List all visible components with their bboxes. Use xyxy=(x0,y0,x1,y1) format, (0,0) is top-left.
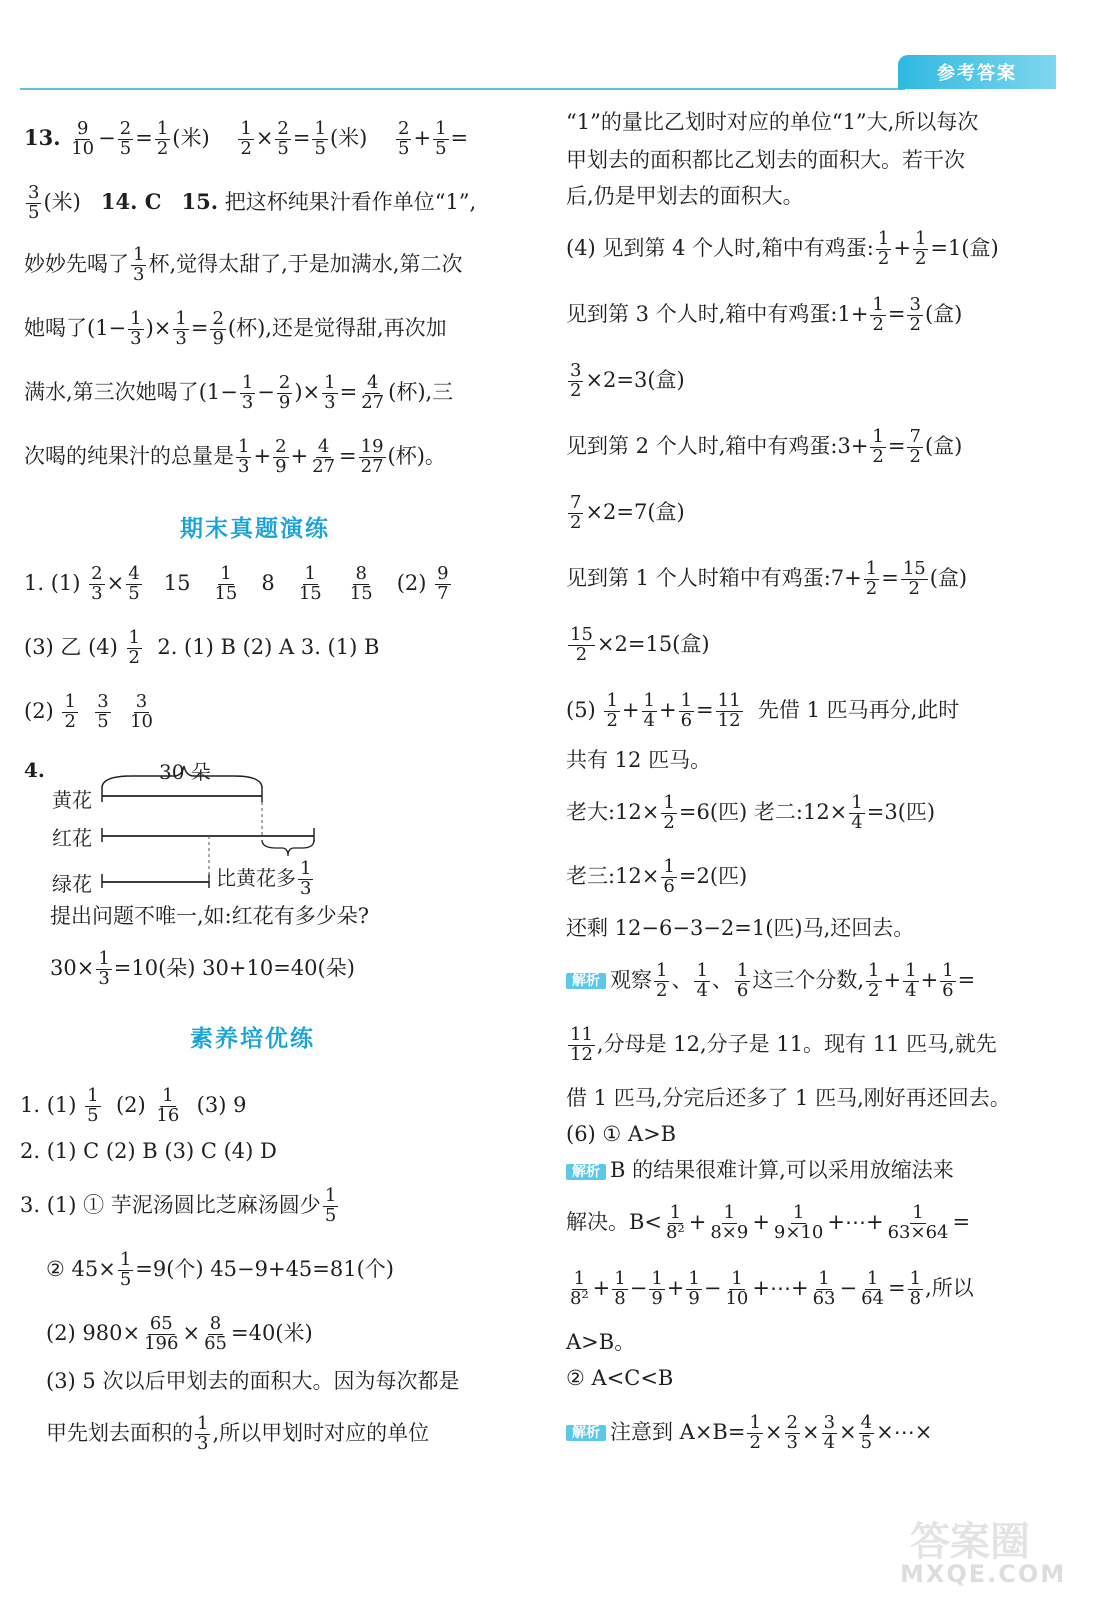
r20-line: 解析 B 的结果很难计算,可以采用放缩法来 xyxy=(566,1160,954,1181)
diagram-total-label: 30 朵 xyxy=(159,760,211,784)
r8-line: $\frac{7}{2}$ ×2=7(盒) xyxy=(570,492,685,533)
q14-line: $\frac{3}{5}$ (米) 14. C 15. 把这杯纯果汁看作单位“1”, xyxy=(28,182,477,223)
q15-line5: 满水,第三次她喝了(1− $\frac{1}{3}$ − $\frac{2}{9}$ )× $\frac{1}{3}$ = $\frac{4}{27}$ (杯),三 xyxy=(24,372,454,413)
watermark xyxy=(900,1510,1080,1590)
watermark-logo: 答案圈 xyxy=(910,1519,1030,1565)
s1-line3: (2) $\frac{1}{2}$ $\frac{3}{5}$ $\frac{3}{10}$ xyxy=(24,691,153,732)
q4-answer: 30× $\frac{1}{3}$ =10(朵) 30+10=40(朵) xyxy=(50,948,355,989)
q15-line3: 妙妙先喝了 $\frac{1}{3}$ 杯,觉得太甜了,于是加满水,第二次 xyxy=(24,244,463,285)
q13-line: 13. $\frac{9}{10}$ − $\frac{2}{5}$ = $\frac{1}{2}$ (米) $\frac{1}{2}$ × $\frac{2}{5}$ = $\frac{1}{5}$ (米) $\frac{2}{5}$ + $\frac{1}{5}$ = xyxy=(24,118,469,159)
r21-line: 解决。B< $\frac{1}{\text{8²}}$ + $\frac{1}{8\times 9}$ + $\frac{1}{9\times 10}$ +⋯+ $\frac{1}{63\times 64}$ = xyxy=(566,1202,971,1243)
analysis-tag: 解析 xyxy=(566,1164,606,1180)
r14-line: 老三:12× $\frac{1}{6}$ =2(匹) xyxy=(566,856,748,897)
q15-line4: 她喝了(1− $\frac{1}{3}$ )× $\frac{1}{3}$ = $\frac{2}{9}$ (杯),还是觉得甜,再次加 xyxy=(24,308,447,349)
r11-line: (5) $\frac{1}{2}$ + $\frac{1}{4}$ + $\frac{1}{6}$ = $\frac{11}{12}$ 先借 1 匹马再分,此时 xyxy=(566,690,960,731)
q4-line-diagram: 4. 30 朵 黄花 红花 绿花 比黄花多 $\frac{1}{3}$ xyxy=(24,752,404,892)
r25-line: 解析 注意到 A×B= $\frac{1}{2}$ × $\frac{2}{3}$ × $\frac{3}{4}$ × $\frac{4}{5}$ ×⋯× xyxy=(566,1414,932,1453)
s1-line1: 1. (1) $\frac{2}{3}$ × $\frac{4}{5}$ 15 $\frac{1}{15}$ 8 $\frac{1}{15}$ $\frac{8}{15}$ (2) $\frac{9}{7}$ xyxy=(24,563,449,604)
section-heading-literacy: 素养培优练 xyxy=(190,1026,315,1052)
t1-line: 1. (1) $\frac{1}{5}$ (2) $\frac{1}{16}$ (3) 9 xyxy=(20,1085,247,1126)
diagram-note: 比黄花多 $\frac{1}{3}$ xyxy=(216,858,312,899)
s1-line2: (3) 乙 (4) $\frac{1}{2}$ 2. (1) B (2) A 3. (1) B xyxy=(24,627,380,668)
r4-line: (4) 见到第 4 个人时,箱中有鸡蛋: $\frac{1}{2}$ + $\frac{1}{2}$ =1(盒) xyxy=(566,228,999,269)
header-rule xyxy=(20,88,905,90)
r9-line: 见到第 1 个人时箱中有鸡蛋:7+ $\frac{1}{2}$ = $\frac{15}{2}$ (盒) xyxy=(566,558,968,599)
diagram-lines xyxy=(24,752,404,892)
t3-line: 3. (1) ① 芋泥汤圆比芝麻汤圆少 $\frac{1}{5}$ xyxy=(20,1185,337,1226)
t3-line3: (2) 980× $\frac{65}{196}$ × $\frac{8}{65}$ =40(米) xyxy=(46,1313,313,1354)
r22-line: $\frac{1}{\text{8²}}$ + $\frac{1}{8}$ − $\frac{1}{9}$ + $\frac{1}{9}$ − $\frac{1}{10}$ +⋯+ $\frac{1}{63}$ − $\frac{1}{64}$ = $\frac{1}{8}$ ,所以 xyxy=(570,1268,974,1309)
t3-line2: ② 45× $\frac{1}{5}$ =9(个) 45−9+45=81(个) xyxy=(46,1249,394,1290)
r16-line: 解析 观察 $\frac{1}{2}$ 、 $\frac{1}{4}$ 、 $\frac{1}{6}$ 这三个分数, $\frac{1}{2}$ + $\frac{1}{4}$ + $\frac{1}{6}$ = xyxy=(566,962,975,1001)
analysis-tag: 解析 xyxy=(566,973,606,989)
t3-line5: 甲先划去面积的 $\frac{1}{3}$ ,所以甲划时对应的单位 xyxy=(46,1413,430,1454)
analysis-tag: 解析 xyxy=(566,1425,606,1441)
answer-tab: 参考答案 xyxy=(898,55,1056,89)
r6-line: $\frac{3}{2}$ ×2=3(盒) xyxy=(570,360,685,401)
r10-line: $\frac{15}{2}$ ×2=15(盒) xyxy=(570,624,710,665)
r13-line: 老大:12× $\frac{1}{2}$ =6(匹) 老二:12× $\frac{1}{4}$ =3(匹) xyxy=(566,792,936,833)
r5-line: 见到第 3 个人时,箱中有鸡蛋:1+ $\frac{1}{2}$ = $\frac{3}{2}$ (盒) xyxy=(566,294,963,335)
section-heading-final-exam: 期末真题演练 xyxy=(180,516,330,542)
watermark-url: MXQE.COM xyxy=(900,1560,1067,1588)
diagram-green-label: 绿花 xyxy=(52,872,92,896)
r7-line: 见到第 2 个人时,箱中有鸡蛋:3+ $\frac{1}{2}$ = $\frac{7}{2}$ (盒) xyxy=(566,426,963,467)
q15-line6: 次喝的纯果汁的总量是 $\frac{1}{3}$ + $\frac{2}{9}$ + $\frac{4}{27}$ = $\frac{19}{27}$ (杯)。 xyxy=(24,436,446,477)
diagram-red-label: 红花 xyxy=(52,826,92,850)
r17-line: $\frac{11}{12}$ ,分母是 12,分子是 11。现有 11 匹马,就先 xyxy=(570,1024,997,1065)
diagram-yellow-label: 黄花 xyxy=(52,788,92,812)
